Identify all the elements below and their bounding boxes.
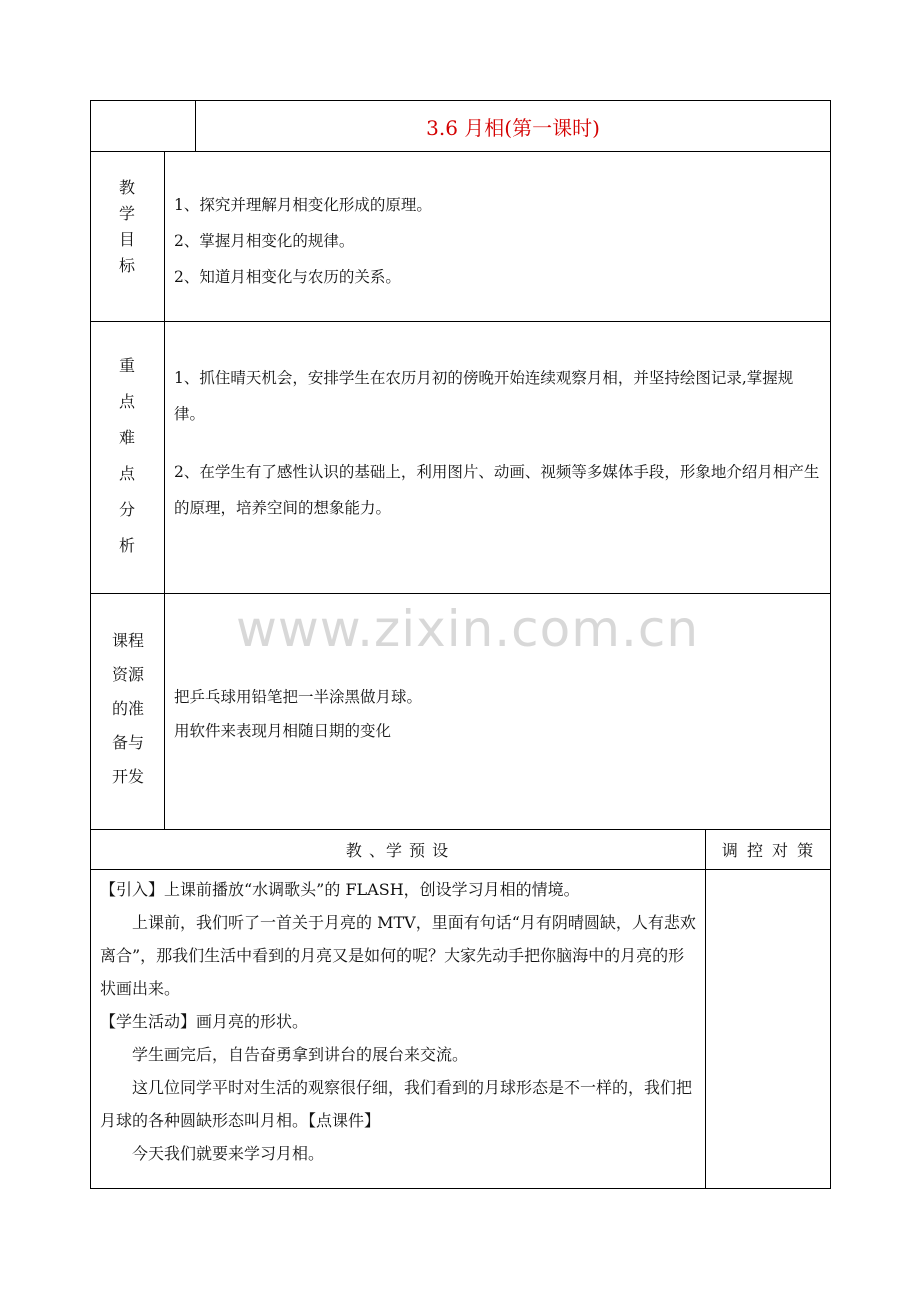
- paragraph: 【引入】上课前播放“水调歌头”的 FLASH，创设学习月相的情境。: [100, 880, 580, 899]
- paragraph: 学生画完后，自告奋勇拿到讲台的展台来交流。: [132, 1045, 469, 1064]
- resources-label: 课程 资源 的准 备与 开发: [111, 631, 144, 786]
- paragraph: 上课前，我们听了一首关于月亮的 MTV，里面有句话“月有阴晴圆缺，人有悲欢离合”，那我们生活中看到的月亮又是如何的呢？大家先动手把你脑海中的月亮的形状画出来。: [100, 913, 696, 998]
- resources-list: [174, 680, 814, 748]
- divider: [90, 321, 831, 322]
- key-points-label: 重 点 难 点 分 析: [118, 356, 135, 555]
- lesson-body: [100, 873, 696, 1170]
- paragraph: 1、抓住晴天机会，安排学生在农历月初的傍晚开始连续观察月相，并坚持绘图记录,掌握规律。: [174, 369, 794, 423]
- list-item: 2、知道月相变化与农历的关系。: [174, 268, 401, 286]
- paragraph: 【学生活动】画月亮的形状。: [100, 1012, 309, 1031]
- list-item: 用软件来表现月相随日期的变化: [174, 722, 392, 740]
- paragraph: 2、在学生有了感性认识的基础上，利用图片、动画、视频等多媒体手段，形象地介绍月相产生的原理，培养空间的想象能力。: [174, 463, 820, 517]
- watermark: www.zixin.com.cn: [236, 600, 700, 658]
- divider: [164, 151, 165, 829]
- adjustment-strategy-header: 调 控 对 策: [721, 841, 816, 860]
- list-item: 把乒乓球用铅笔把一半涂黑做月球。: [174, 688, 423, 706]
- teaching-plan-header: 教 、学 预 设: [345, 841, 450, 860]
- objectives-list: [174, 187, 814, 295]
- divider: [90, 593, 831, 594]
- paragraph: 今天我们就要来学习月相。: [132, 1144, 325, 1163]
- divider: [90, 869, 831, 870]
- list-item: 1、探究并理解月相变化形成的原理。: [174, 196, 432, 214]
- key-points-text: [174, 360, 824, 526]
- list-item: 2、掌握月相变化的规律。: [174, 232, 355, 250]
- page-title: 3.6 月相(第一课时): [426, 115, 600, 140]
- objectives-label: 教 学 目 标: [118, 178, 135, 275]
- paragraph: 这几位同学平时对生活的观察很仔细，我们看到的月球形态是不一样的，我们把月球的各种圆缺形态叫月相。【点课件】: [100, 1078, 693, 1130]
- divider: [705, 829, 706, 1189]
